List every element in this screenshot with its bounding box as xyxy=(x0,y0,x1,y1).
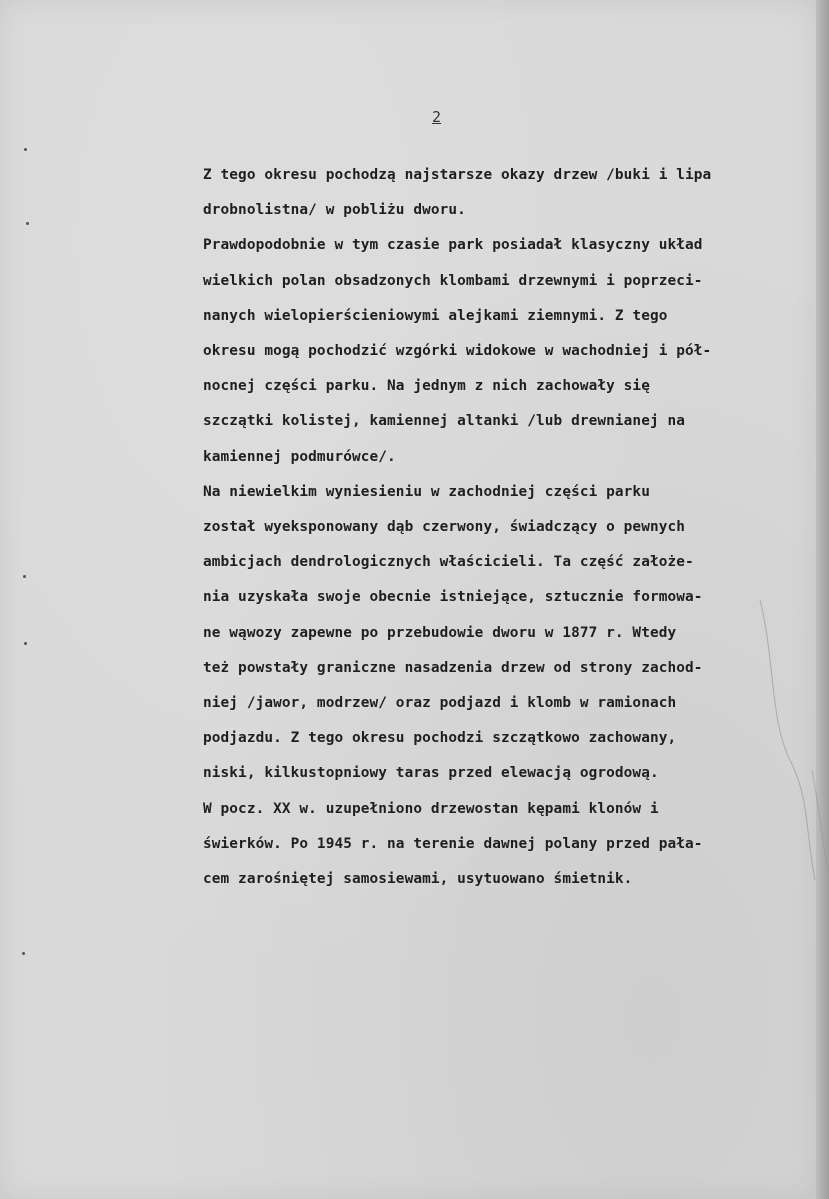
text-line: ne wąwozy zapewne po przebudowie dworu w 1877 r. Wtedy xyxy=(203,624,677,641)
text-line: Z tego okresu pochodzą najstarsze okazy drzew /buki i lipa xyxy=(203,167,712,183)
punch-mark xyxy=(26,222,29,225)
punch-mark xyxy=(24,642,27,645)
text-line: Na niewielkim wyniesieniu w zachodniej części parku xyxy=(203,483,650,500)
text-line: nanych wielopierścieniowymi alejkami ziemnymi. Z tego xyxy=(203,307,668,324)
text-line: okresu mogą pochodzić wzgórki widokowe w wachodniej i pół- xyxy=(203,343,712,360)
text-line: został wyeksponowany dąb czerwony, świadczący o pewnych xyxy=(203,519,686,536)
text-line: cem zarośniętej samosiewami, usytuowano śmietnik. xyxy=(203,871,633,888)
page-number: 2 xyxy=(432,108,442,126)
text-line: drobnolistna/ w pobliżu dworu. xyxy=(203,202,466,219)
punch-mark xyxy=(23,575,26,578)
text-line: szczątki kolistej, kamiennej altanki /lub drewnianej na xyxy=(203,413,686,430)
text-line: nocnej części parku. Na jednym z nich zachowały się xyxy=(203,378,650,395)
text-line: ambicjach dendrologicznych właścicieli. Ta część założe- xyxy=(203,554,694,571)
text-line: podjazdu. Z tego okresu pochodzi szczątkowo zachowany, xyxy=(203,730,677,747)
punch-mark xyxy=(22,952,25,955)
text-line: wielkich polan obsadzonych klombami drzewnymi i poprzeci- xyxy=(203,272,703,289)
text-line: Prawdopodobnie w tym czasie park posiadał klasyczny układ xyxy=(203,237,703,254)
text-line: świerków. Po 1945 r. na terenie dawnej polany przed pała- xyxy=(203,835,703,852)
typed-body-text xyxy=(203,158,829,897)
text-line: nia uzyskała swoje obecnie istniejące, sztucznie formowa- xyxy=(203,589,703,606)
punch-mark xyxy=(24,148,27,151)
text-line: niej /jawor, modrzew/ oraz podjazd i klomb w ramionach xyxy=(203,695,677,712)
text-line: niski, kilkustopniowy taras przed elewacją ogrodową. xyxy=(203,765,659,782)
text-line: W pocz. XX w. uzupełniono drzewostan kępami klonów i xyxy=(203,800,659,817)
text-line: kamiennej podmurówce/. xyxy=(203,448,396,465)
text-line: też powstały graniczne nasadzenia drzew od strony zachod- xyxy=(203,659,703,676)
